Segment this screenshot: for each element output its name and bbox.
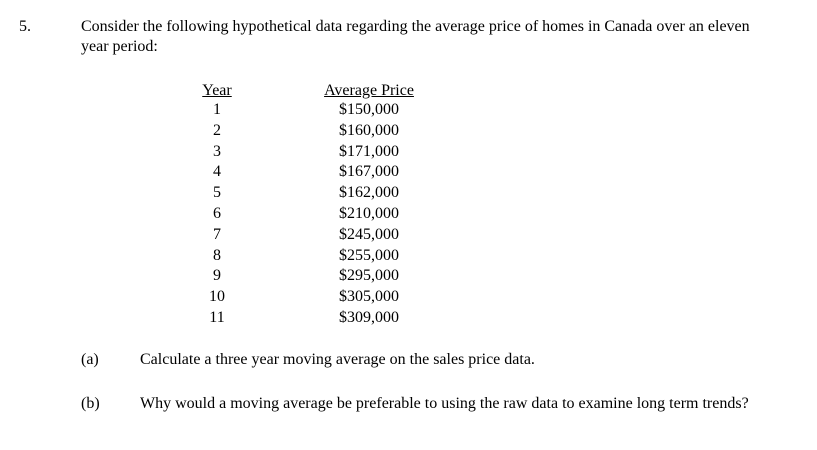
year-cell: 11 <box>209 308 225 326</box>
price-cell: $150,000 <box>339 101 399 118</box>
price-cell: $295,000 <box>339 267 399 285</box>
part-b-text: Why would a moving average be preferable to using the raw data to examine long term trends? <box>140 395 749 412</box>
price-cell: $245,000 <box>339 225 399 243</box>
year-cell: 6 <box>213 204 221 222</box>
price-cell: $162,000 <box>339 184 399 202</box>
year-cell: 5 <box>213 184 221 202</box>
price-column <box>314 81 424 329</box>
price-cell: $305,000 <box>339 288 399 306</box>
part-a-label: (a) <box>81 351 99 368</box>
year-cell: 2 <box>213 121 221 139</box>
price-cell: $167,000 <box>339 163 399 181</box>
year-cell: 10 <box>209 288 225 306</box>
part-a-text: Calculate a three year moving average on the sales price data. <box>140 351 535 368</box>
year-header: Year <box>202 82 232 99</box>
price-cell: $160,000 <box>339 121 399 139</box>
part-b-label: (b) <box>81 395 100 412</box>
year-cell: 9 <box>213 267 221 285</box>
year-column <box>196 81 238 329</box>
year-cell: 7 <box>213 225 221 243</box>
question-prompt: Consider the following hypothetical data regarding the average price of homes in Canada over an eleven year period: <box>81 18 750 55</box>
year-cell: 1 <box>213 101 221 118</box>
price-cell: $210,000 <box>339 204 399 222</box>
price-cell: $309,000 <box>339 308 399 326</box>
price-cell: $255,000 <box>339 246 399 264</box>
price-cell: $171,000 <box>339 142 399 160</box>
question-number: 5. <box>19 18 31 35</box>
year-cell: 3 <box>213 142 221 160</box>
price-header: Average Price <box>324 82 414 99</box>
year-cell: 4 <box>213 163 221 181</box>
year-cell: 8 <box>213 246 221 264</box>
